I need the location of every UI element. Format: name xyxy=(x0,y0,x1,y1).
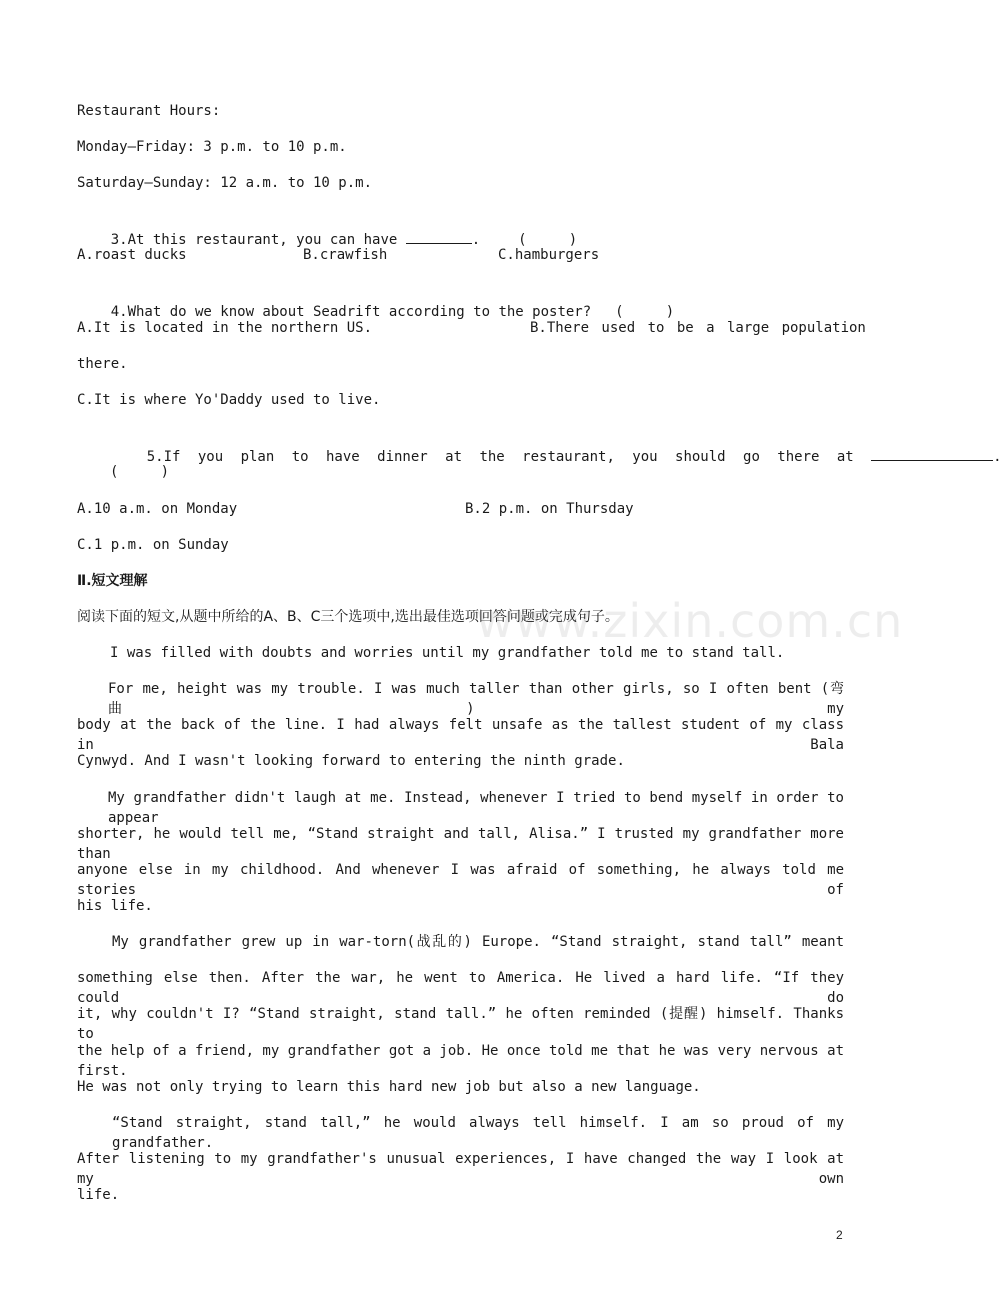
q4-option-a: A.It is located in the northern US. xyxy=(77,320,373,336)
passage-line: body at the back of the line. I had always felt unsafe as the tallest student of my class in Bala xyxy=(77,717,844,753)
passage-line: it, why couldn't I? “Stand straight, stand tall.” he often reminded (提醒) himself. Thanks to xyxy=(77,1006,844,1042)
answer-blank xyxy=(406,229,472,244)
q3-option-c: C.hamburgers xyxy=(498,247,600,263)
passage-line: anyone else in my childhood. And whenever I was afraid of something, he always told me stories of xyxy=(77,862,844,898)
question-3-stem: 3.At this restaurant, you can have xyxy=(110,232,398,248)
hours-weekend: Saturday—Sunday: 12 a.m. to 10 p.m. xyxy=(77,175,373,191)
passage-line: After listening to my grandfather's unusual experiences, I have changed the way I look at my own xyxy=(77,1151,844,1187)
question-3: 3.At this restaurant, you can have . ( ) xyxy=(77,209,577,270)
q5-option-c: C.1 p.m. on Sunday xyxy=(77,537,229,553)
answer-parens: ( ) xyxy=(518,232,578,248)
watermark: www.zixin.com.cn xyxy=(476,594,904,648)
q5-option-b: B.2 p.m. on Thursday xyxy=(465,501,634,517)
passage-paragraph-1: I was filled with doubts and worries until my grandfather told me to stand tall. xyxy=(110,645,785,661)
section-instruction: 阅读下面的短文,从题中所给的A、B、C三个选项中,选出最佳选项回答问题或完成句子。 xyxy=(77,609,619,625)
answer-parens: ( ) xyxy=(110,464,170,480)
passage-line: shorter, he would tell me, “Stand straight and tall, Alisa.” I trusted my grandfather more than xyxy=(77,826,844,862)
section-title: Ⅱ.短文理解 xyxy=(77,573,148,589)
answer-parens: ( ) xyxy=(615,304,675,320)
passage-line: something else then. After the war, he went to America. He lived a hard life. “If they could do xyxy=(77,970,844,1006)
passage-line: He was not only trying to learn this hard new job but also a new language. xyxy=(77,1079,701,1095)
passage-line: My grandfather didn't laugh at me. Instead, whenever I tried to bend myself in order to appear xyxy=(108,790,844,826)
q4-option-c: C.It is where Yo'Daddy used to live. xyxy=(77,392,381,408)
passage-line: Cynwyd. And I wasn't looking forward to entering the ninth grade. xyxy=(77,753,625,769)
passage-line: his life. xyxy=(77,898,153,914)
passage-line: the help of a friend, my grandfather got a job. He once told me that he was very nervous at first. xyxy=(77,1043,845,1079)
q3-option-b: B.crawfish xyxy=(303,247,388,263)
q3-option-a: A.roast ducks xyxy=(77,247,187,263)
question-4-stem: 4.What do we know about Seadrift according to the poster? xyxy=(110,304,592,320)
passage-line: “Stand straight, stand tall,” he would always tell himself. I am so proud of my grandfather. xyxy=(112,1115,844,1151)
hours-weekdays: Monday—Friday: 3 p.m. to 10 p.m. xyxy=(77,139,347,155)
page-number: 2 xyxy=(836,1228,843,1242)
hours-title: Restaurant Hours: xyxy=(77,103,221,119)
passage-line: life. xyxy=(77,1187,120,1203)
q4-option-b: B.There used to be a large population xyxy=(530,320,866,336)
q5-option-a: A.10 a.m. on Monday xyxy=(77,501,238,517)
q4-option-b-continued: there. xyxy=(77,356,128,372)
passage-line: For me, height was my trouble. I was much taller than other girls, so I often bent (弯曲) my xyxy=(108,681,844,717)
question-5: 5.If you plan to have dinner at the restaurant, you should go there at . xyxy=(77,426,1002,487)
answer-blank xyxy=(871,446,993,461)
passage-line: My grandfather grew up in war-torn(战乱的) Europe. “Stand straight, stand tall” meant xyxy=(112,934,844,950)
question-5-stem: 5.If you plan to have dinner at the restaurant, you should go there at xyxy=(146,449,854,465)
